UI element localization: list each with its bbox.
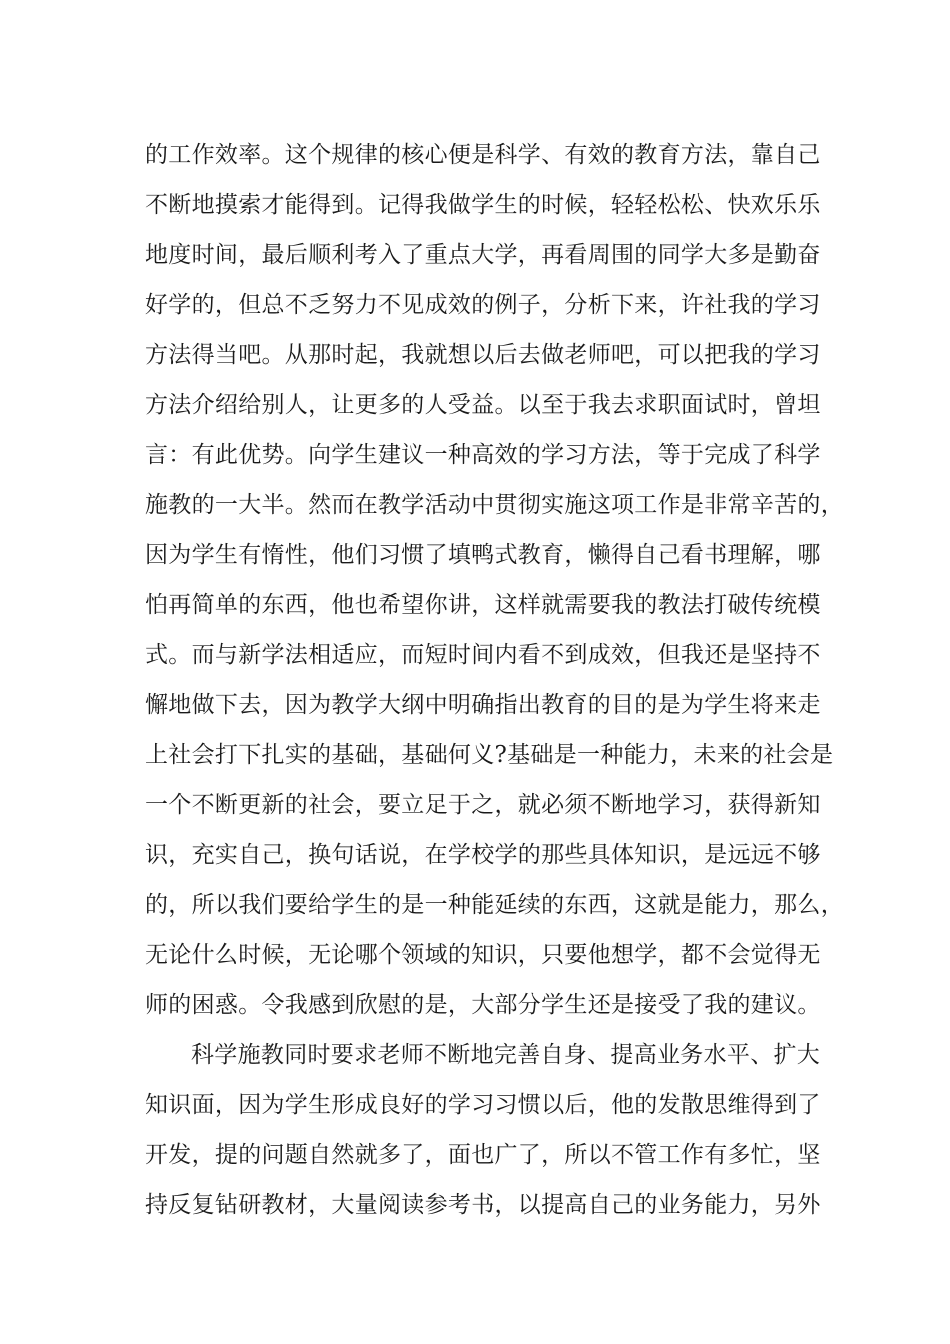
text-line: 懈地做下去，因为教学大纲中明确指出教育的目的是为学生将来走: [145, 692, 821, 718]
text-line: 因为学生有惰性，他们习惯了填鸭式教育，懒得自己看书理解，哪: [145, 542, 821, 568]
text-line: 一个不断更新的社会，要立足于之，就必须不断地学习，获得新知: [145, 792, 821, 818]
paragraph-1: [145, 130, 844, 1030]
text-line: 无论什么时候，无论哪个领域的知识，只要他想学，都不会觉得无: [145, 942, 821, 968]
text-line: 持反复钻研教材，大量阅读参考书，以提高自己的业务能力，另外: [145, 1192, 821, 1218]
text-line: 式。而与新学法相适应，而短时间内看不到成效，但我还是坚持不: [145, 642, 821, 668]
text-line: 科学施教同时要求老师不断地完善自身、提高业务水平、扩大: [191, 1042, 821, 1068]
text-line: 施教的一大半。然而在教学活动中贯彻实施这项工作是非常辛苦的，: [145, 492, 844, 518]
text-line: 上社会打下扎实的基础，基础何义?基础是一种能力，未来的社会是: [145, 742, 834, 768]
text-line: 的工作效率。这个规律的核心便是科学、有效的教育方法，靠自己: [145, 142, 821, 168]
text-line: 知识面，因为学生形成良好的学习习惯以后，他的发散思维得到了: [145, 1092, 821, 1118]
text-line: 的，所以我们要给学生的是一种能延续的东西，这就是能力，那么，: [145, 892, 844, 918]
text-line: 不断地摸索才能得到。记得我做学生的时候，轻轻松松、快欢乐乐: [145, 192, 821, 218]
text-line: 言：有此优势。向学生建议一种高效的学习方法，等于完成了科学: [145, 442, 821, 468]
text-line: 好学的，但总不乏努力不见成效的例子，分析下来，许社我的学习: [145, 292, 821, 318]
paragraph-2: [145, 1030, 825, 1230]
text-line: 识，充实自己，换句话说，在学校学的那些具体知识，是远远不够: [145, 842, 821, 868]
text-line: 地度时间，最后顺利考入了重点大学，再看周围的同学大多是勤奋: [145, 242, 821, 268]
body-text: [145, 130, 844, 1230]
text-line: 方法介绍给别人，让更多的人受益。以至于我去求职面试时，曾坦: [145, 392, 821, 418]
text-line: 开发，提的问题自然就多了，面也广了，所以不管工作有多忙，坚: [145, 1142, 821, 1168]
text-line: 方法得当吧。从那时起，我就想以后去做老师吧，可以把我的学习: [145, 342, 821, 368]
text-line: 怕再简单的东西，他也希望你讲，这样就需要我的教法打破传统模: [145, 592, 821, 618]
text-line: 师的困惑。令我感到欣慰的是，大部分学生还是接受了我的建议。: [145, 992, 821, 1018]
